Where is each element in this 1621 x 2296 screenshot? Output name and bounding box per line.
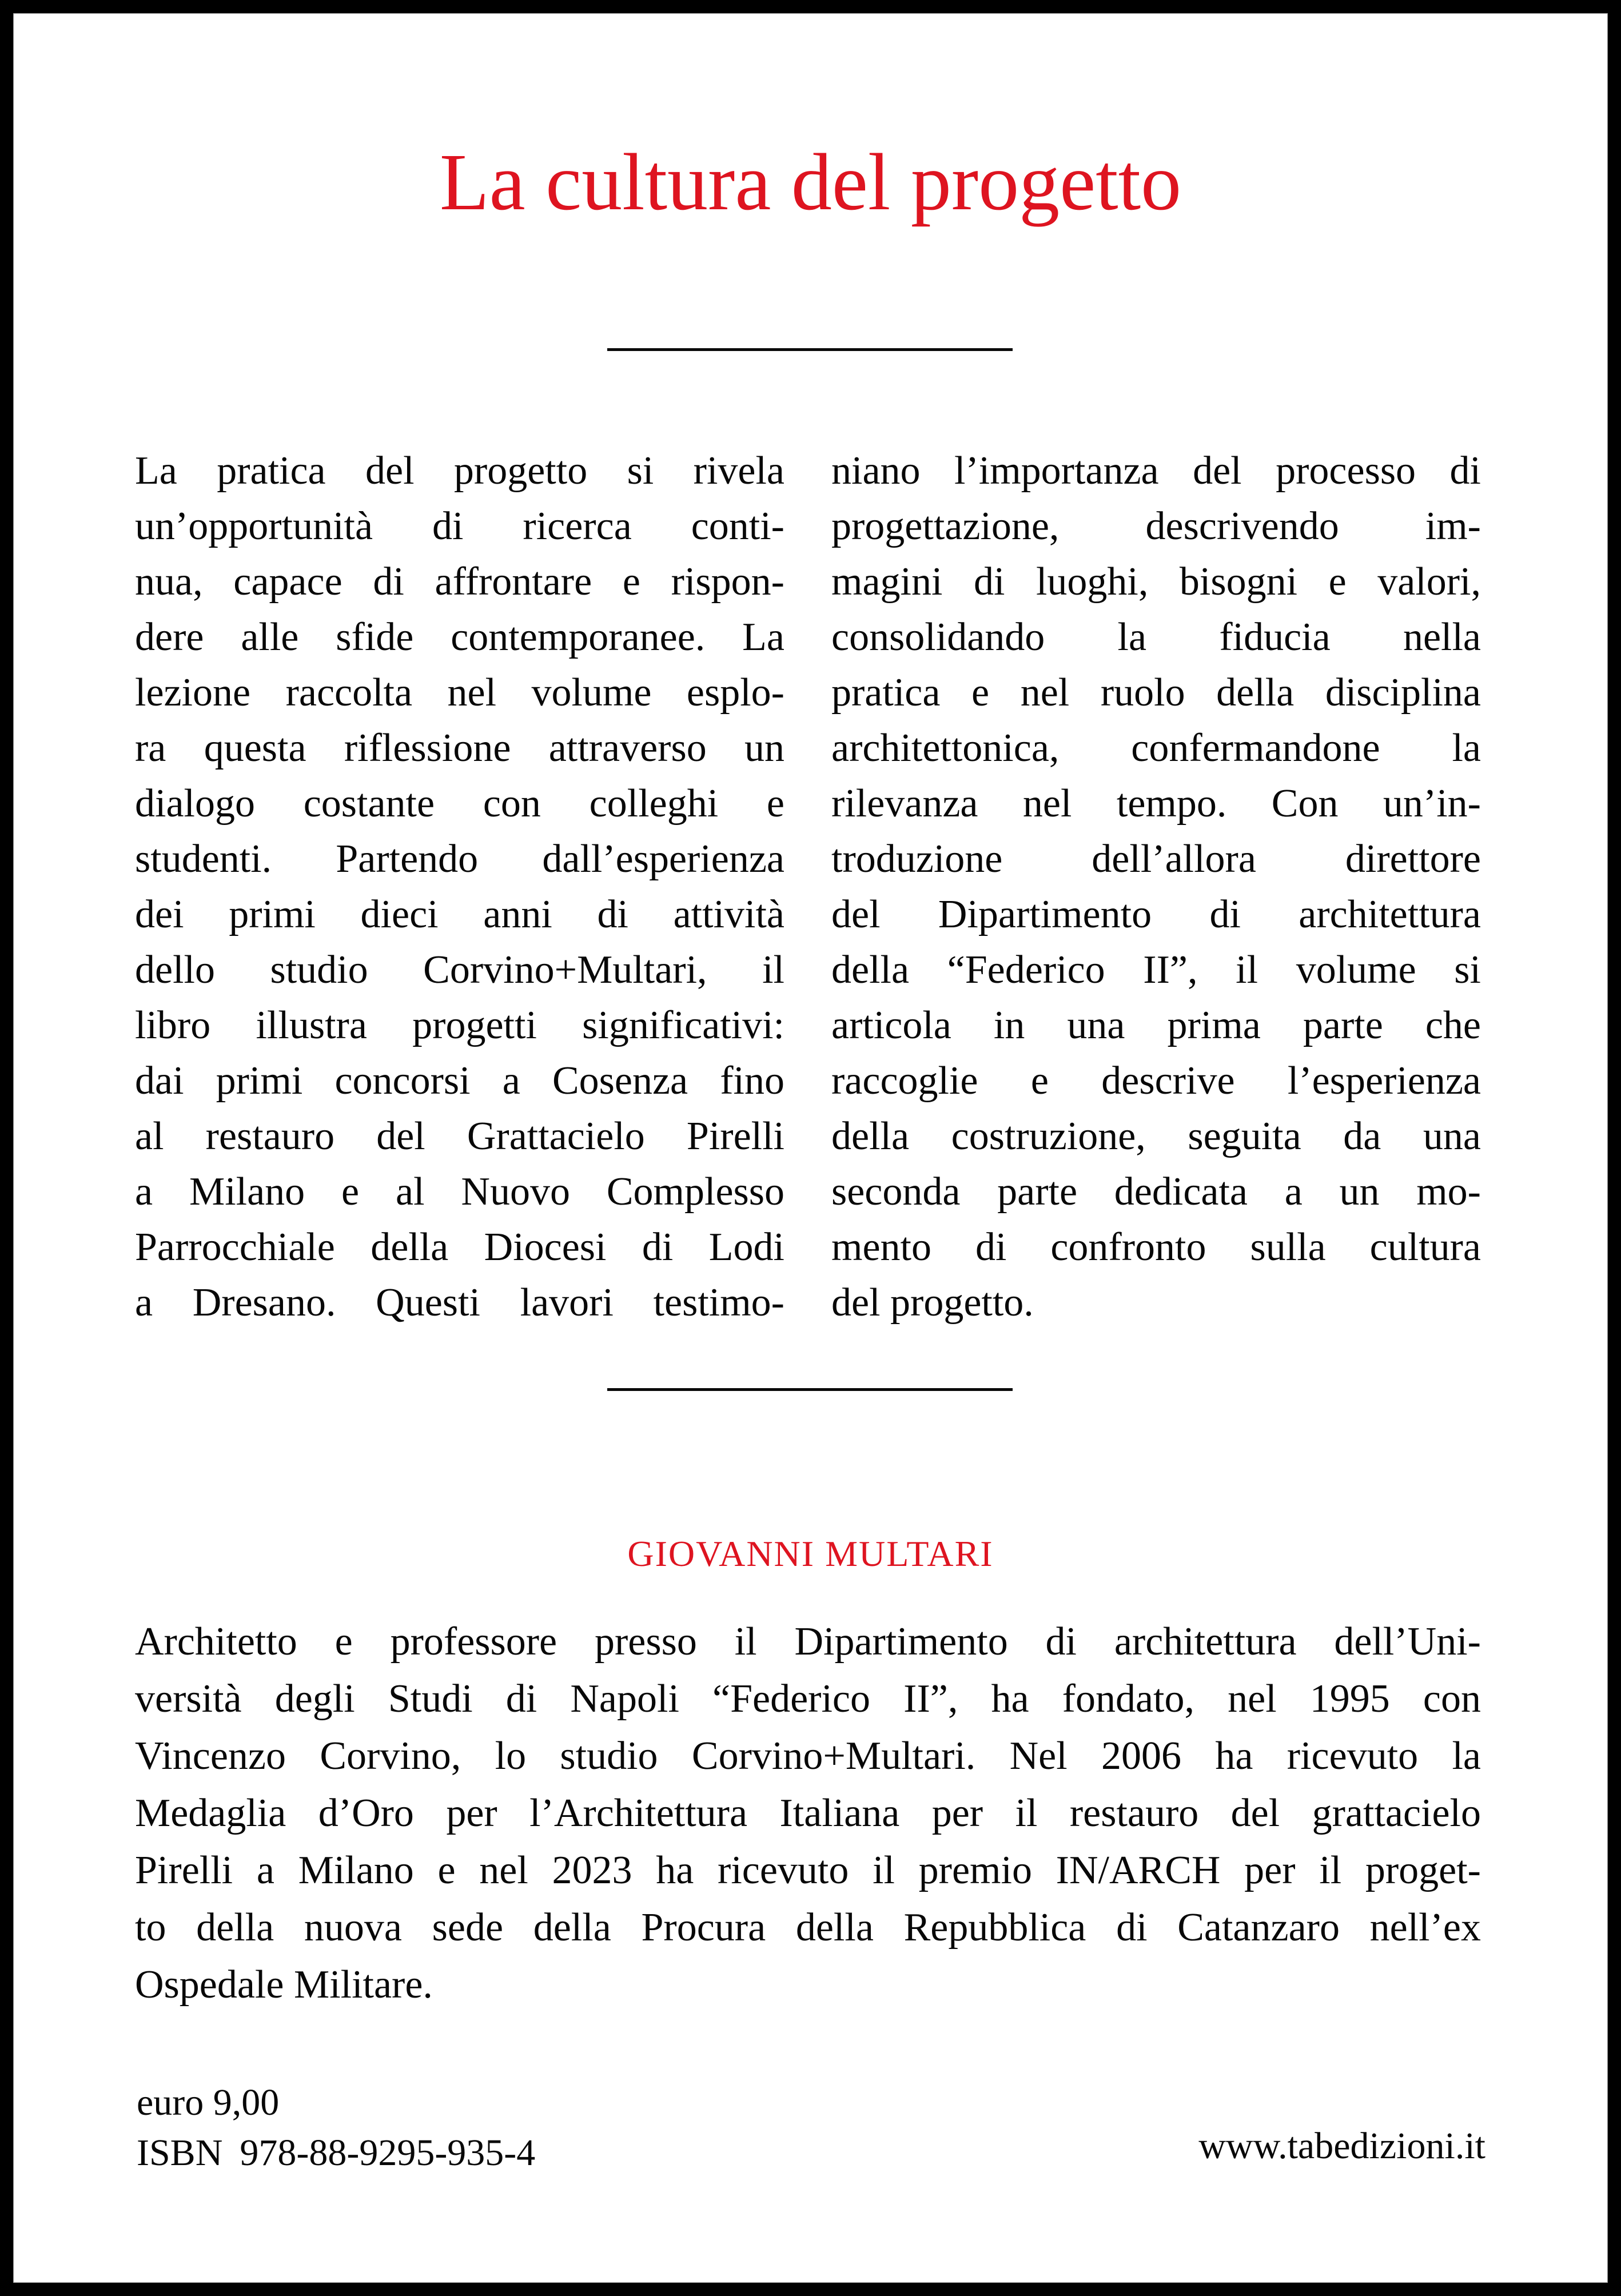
bio-line: Architetto e professore presso il Dipartimento di architettura dell’Uni- [135, 1620, 1481, 1664]
synopsis-line: dei primi dieci anni di attività [135, 892, 784, 936]
synopsis-line: niano l’importanza del processo di [831, 449, 1481, 493]
synopsis-line: mento di confronto sulla cultura [831, 1225, 1481, 1269]
synopsis-line: del Dipartimento di architettura [831, 892, 1481, 936]
synopsis-right-column [831, 443, 1481, 1330]
synopsis-line: a Milano e al Nuovo Complesso [135, 1170, 784, 1214]
synopsis-left-column [135, 443, 784, 1330]
bio-line: to della nuova sede della Procura della Repubblica di Catanzaro nell’ex [135, 1906, 1481, 1950]
synopsis [135, 443, 1481, 1330]
synopsis-line: raccoglie e descrive l’esperienza [831, 1059, 1481, 1103]
synopsis-line: lezione raccolta nel volume esplo- [135, 671, 784, 715]
synopsis-line: della costruzione, seguita da una [831, 1114, 1481, 1158]
synopsis-line: dello studio Corvino+Multari, il [135, 948, 784, 992]
synopsis-line: ra questa riflessione attraverso un [135, 726, 784, 770]
author-name: GIOVANNI MULTARI [627, 1533, 994, 1574]
synopsis-line: architettonica, confermandone la [831, 726, 1481, 770]
price-label: euro 9,00 [137, 2082, 280, 2123]
synopsis-line: troduzione dell’allora direttore [831, 837, 1481, 881]
bottom-rule [607, 1388, 1013, 1391]
synopsis-line: libro illustra progetti significativi: [135, 1003, 784, 1047]
synopsis-line: a Dresano. Questi lavori testimo- [135, 1281, 784, 1325]
bio-line: Ospedale Militare. [135, 1963, 433, 2007]
synopsis-line: La pratica del progetto si rivela [135, 449, 784, 493]
synopsis-line: articola in una prima parte che [831, 1003, 1481, 1047]
synopsis-line: consolidando la fiducia nella [831, 615, 1481, 659]
top-rule [607, 348, 1013, 351]
synopsis-line: studenti. Partendo dall’esperienza [135, 837, 784, 881]
website-url: www.tabedizioni.it [1198, 2125, 1485, 2167]
synopsis-line: dialogo costante con colleghi e [135, 782, 784, 826]
synopsis-line: Parrocchiale della Diocesi di Lodi [135, 1225, 784, 1269]
bio-line: Medaglia d’Oro per l’Architettura Italiana per il restauro del grattacielo [135, 1791, 1481, 1835]
synopsis-line: dai primi concorsi a Cosenza fino [135, 1059, 784, 1103]
synopsis-line: della “Federico II”, il volume si [831, 948, 1481, 992]
synopsis-line: seconda parte dedicata a un mo- [831, 1170, 1481, 1214]
bio-line: Vincenzo Corvino, lo studio Corvino+Multari. Nel 2006 ha ricevuto la [135, 1734, 1481, 1778]
bio-line: versità degli Studi di Napoli “Federico II”, ha fondato, nel 1995 con [135, 1677, 1481, 1721]
synopsis-line: magini di luoghi, bisogni e valori, [831, 560, 1481, 604]
synopsis-line: al restauro del Grattacielo Pirelli [135, 1114, 784, 1158]
price-isbn-block [137, 2078, 535, 2178]
book-title: La cultura del progetto [439, 137, 1182, 227]
synopsis-line: un’opportunità di ricerca conti- [135, 504, 784, 548]
synopsis-line: del progetto. [831, 1281, 1034, 1325]
synopsis-line: pratica e nel ruolo della disciplina [831, 671, 1481, 715]
bio-paragraph [135, 1613, 1481, 2014]
synopsis-line: progettazione, descrivendo im- [831, 504, 1481, 548]
isbn-label: ISBN [137, 2132, 223, 2174]
isbn [137, 2128, 535, 2178]
bio-line: Pirelli a Milano e nel 2023 ha ricevuto il premio IN/ARCH per il proget- [135, 1848, 1481, 1892]
isbn-value: 978-88-9295-935-4 [240, 2132, 536, 2174]
synopsis-line: dere alle sfide contemporanee. La [135, 615, 784, 659]
synopsis-line: rilevanza nel tempo. Con un’in- [831, 782, 1481, 826]
synopsis-line: nua, capace di affrontare e rispon- [135, 560, 784, 604]
